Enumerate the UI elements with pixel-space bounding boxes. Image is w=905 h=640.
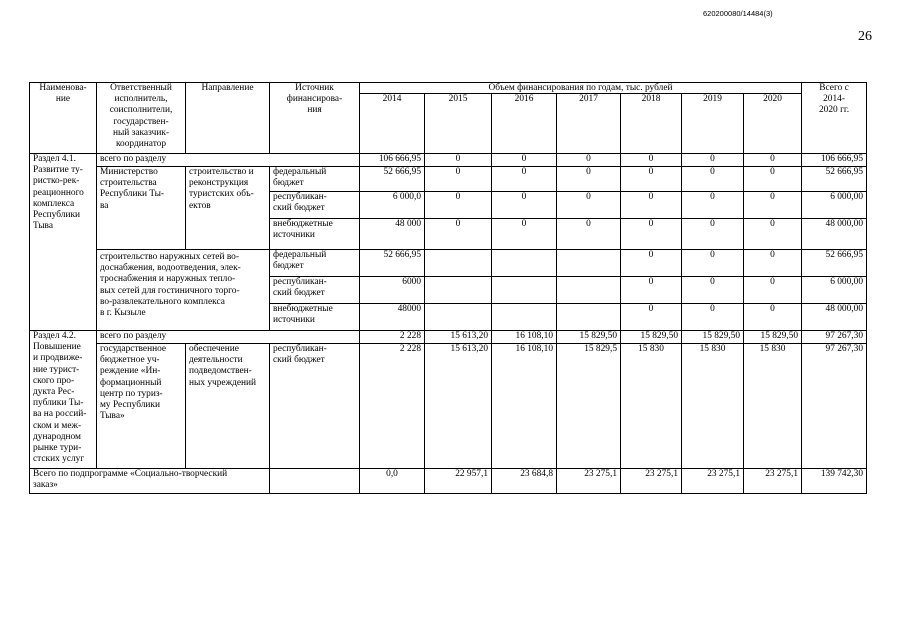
grand-total-row	[30, 469, 867, 494]
source-cell: внебюджетные источники	[270, 304, 360, 331]
cell-value: 6 000,00	[802, 277, 867, 304]
table-row	[30, 331, 867, 344]
table-row	[30, 167, 867, 192]
header-row	[30, 83, 867, 94]
cell-value: 22 957,1	[425, 469, 492, 494]
cell-value	[425, 277, 492, 304]
cell-value: 15 829,50	[557, 331, 621, 344]
grand-total-label: Всего по подпрограмме «Социально-творческий заказ»	[30, 469, 270, 494]
cell-value: 0	[621, 277, 682, 304]
cell-value: 6000	[360, 277, 425, 304]
table-row	[30, 344, 867, 469]
cell-value: 23 684,8	[492, 469, 557, 494]
cell-value: 0	[557, 219, 621, 250]
cell-value: 52 666,95	[360, 250, 425, 277]
cell-value: 0	[425, 192, 492, 219]
direction-cell: обеспечение деятельности подведомствен- ных учреждений	[186, 344, 270, 469]
cell-value: 0,0	[360, 469, 425, 494]
cell-value: 0	[557, 167, 621, 192]
cell-value	[425, 250, 492, 277]
header-year: 2016	[492, 94, 557, 154]
section-total-label: всего по разделу	[97, 154, 360, 167]
cell-value: 0	[744, 154, 802, 167]
cell-value: 0	[744, 219, 802, 250]
executor-cell: государственное бюджетное уч- реждение «Ин- формационный центр по туриз- му Республики Тыва»	[97, 344, 186, 469]
cell-value: 15 829,50	[682, 331, 744, 344]
source-cell: республикан- ский бюджет	[270, 344, 360, 469]
cell-value: 0	[492, 167, 557, 192]
source-cell: внебюджетные источники	[270, 219, 360, 250]
page-number: 26	[858, 29, 872, 44]
header-year: 2020	[744, 94, 802, 154]
cell-value: 15 829,50	[621, 331, 682, 344]
table-row	[30, 250, 867, 277]
cell-value: 6 000,00	[802, 192, 867, 219]
cell-value	[557, 250, 621, 277]
cell-value: 0	[621, 304, 682, 331]
cell-value: 0	[744, 167, 802, 192]
cell-value: 0	[621, 250, 682, 277]
header-volume: Объем финансирования по годам, тыс. рублей	[360, 83, 802, 94]
cell-value: 0	[621, 154, 682, 167]
grand-total-source	[270, 469, 360, 494]
cell-value	[492, 304, 557, 331]
cell-value: 48 000,00	[802, 219, 867, 250]
cell-value	[557, 304, 621, 331]
cell-value: 48 000	[360, 219, 425, 250]
cell-value: 52 666,95	[802, 167, 867, 192]
cell-value: 15 830	[744, 344, 802, 469]
cell-value: 0	[682, 250, 744, 277]
cell-value: 0	[621, 167, 682, 192]
source-cell: республикан- ский бюджет	[270, 192, 360, 219]
header-year: 2018	[621, 94, 682, 154]
cell-value: 52 666,95	[360, 167, 425, 192]
cell-value: 2 228	[360, 331, 425, 344]
cell-value: 0	[744, 277, 802, 304]
cell-value: 106 666,95	[802, 154, 867, 167]
cell-value: 0	[682, 192, 744, 219]
header-total: Всего с 2014- 2020 гг.	[802, 83, 867, 154]
construction-description: строительство наружных сетей во- доснабжения, водоотведения, элек- троснабжения и наружных тепло- вых сетей для гостиничного торго- во-развлекательного комплекса в г. Кызыле	[97, 250, 270, 331]
cell-value	[492, 250, 557, 277]
header-name: Наименова- ние	[30, 83, 97, 154]
source-cell: федеральный бюджет	[270, 250, 360, 277]
cell-value	[557, 277, 621, 304]
cell-value: 15 613,20	[425, 331, 492, 344]
cell-value: 0	[682, 277, 744, 304]
cell-value: 23 275,1	[682, 469, 744, 494]
executor-cell: Министерство строительства Республики Ты- ва	[97, 167, 186, 250]
section-title: Раздел 4.2. Повышение и продвиже- ние турист- ского про- дукта Рес- публики Ты- ва на россий- ском и меж- дународном рынке тури- стских услуг	[30, 331, 97, 469]
section-total-label: всего по разделу	[97, 331, 360, 344]
cell-value: 52 666,95	[802, 250, 867, 277]
header-year: 2019	[682, 94, 744, 154]
header-executor: Ответственный исполнитель, соисполнители, государствен- ный заказчик- координатор	[97, 83, 186, 154]
cell-value	[492, 277, 557, 304]
cell-value: 6 000,0	[360, 192, 425, 219]
source-cell: республикан- ский бюджет	[270, 277, 360, 304]
source-cell: федеральный бюджет	[270, 167, 360, 192]
cell-value: 0	[492, 192, 557, 219]
header-year: 2014	[360, 94, 425, 154]
document-id: 620200080/14484(3)	[703, 9, 773, 18]
cell-value: 15 830	[682, 344, 744, 469]
cell-value: 15 613,20	[425, 344, 492, 469]
cell-value: 48000	[360, 304, 425, 331]
cell-value: 139 742,30	[802, 469, 867, 494]
cell-value: 0	[492, 154, 557, 167]
cell-value: 0	[744, 250, 802, 277]
cell-value: 23 275,1	[557, 469, 621, 494]
cell-value: 48 000,00	[802, 304, 867, 331]
cell-value: 0	[621, 192, 682, 219]
header-direction: Направление	[186, 83, 270, 154]
table-row	[30, 154, 867, 167]
financing-table	[29, 82, 867, 494]
cell-value: 0	[744, 304, 802, 331]
direction-cell: строительство и реконструкция туристских объ- ектов	[186, 167, 270, 250]
header-year: 2017	[557, 94, 621, 154]
header-source: Источник финансирова- ния	[270, 83, 360, 154]
cell-value: 0	[492, 219, 557, 250]
cell-value: 16 108,10	[492, 331, 557, 344]
cell-value: 23 275,1	[621, 469, 682, 494]
cell-value: 15 829,5	[557, 344, 621, 469]
cell-value	[425, 304, 492, 331]
cell-value: 15 830	[621, 344, 682, 469]
cell-value: 16 108,10	[492, 344, 557, 469]
cell-value: 2 228	[360, 344, 425, 469]
cell-value: 0	[682, 219, 744, 250]
cell-value: 0	[682, 154, 744, 167]
cell-value: 0	[425, 154, 492, 167]
cell-value: 106 666,95	[360, 154, 425, 167]
header-year: 2015	[425, 94, 492, 154]
cell-value: 0	[621, 219, 682, 250]
cell-value: 0	[425, 219, 492, 250]
cell-value: 15 829,50	[744, 331, 802, 344]
cell-value: 0	[682, 167, 744, 192]
cell-value: 97 267,30	[802, 344, 867, 469]
cell-value: 0	[425, 167, 492, 192]
cell-value: 0	[557, 154, 621, 167]
cell-value: 0	[744, 192, 802, 219]
cell-value: 0	[557, 192, 621, 219]
cell-value: 0	[682, 304, 744, 331]
cell-value: 23 275,1	[744, 469, 802, 494]
cell-value: 97 267,30	[802, 331, 867, 344]
section-title: Раздел 4.1. Развитие ту- ристко-рек- реационного комплекса Республики Тыва	[30, 154, 97, 331]
